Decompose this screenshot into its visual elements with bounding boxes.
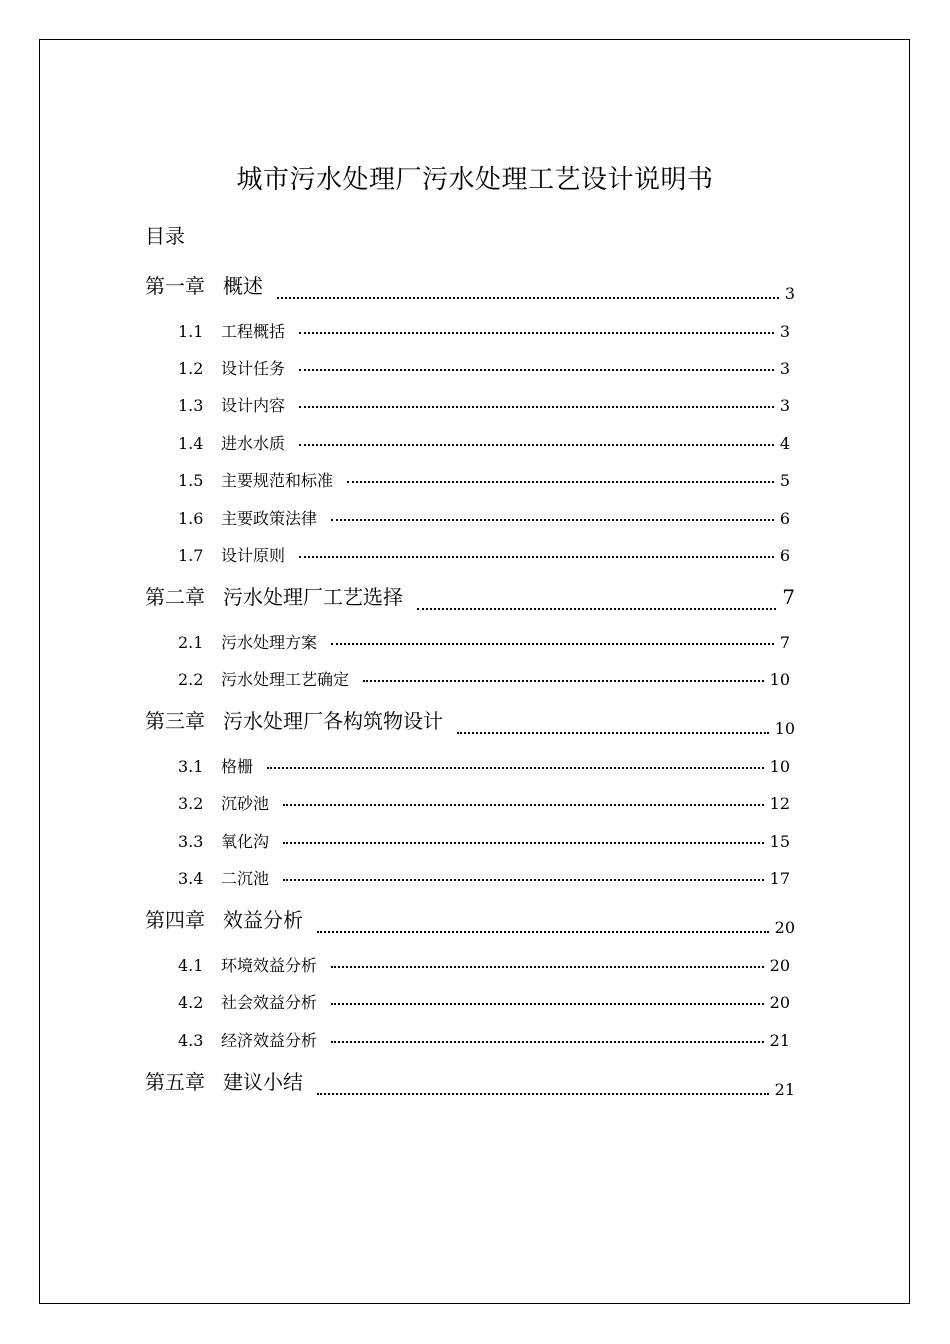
toc-page-number: 5 bbox=[779, 471, 790, 490]
toc-dot-leader bbox=[299, 406, 774, 408]
toc-section-1-2[interactable] bbox=[178, 356, 790, 382]
toc-section-title: 主要规范和标准 bbox=[221, 471, 334, 490]
toc-section-number: 1.1 bbox=[178, 322, 204, 341]
toc-page-number: 7 bbox=[782, 585, 795, 609]
toc-section-title: 沉砂池 bbox=[221, 794, 270, 813]
toc-dot-leader bbox=[299, 369, 774, 371]
toc-dot-leader bbox=[267, 767, 764, 769]
toc-chapter-5[interactable] bbox=[145, 1067, 795, 1099]
toc-page-number: 3 bbox=[779, 359, 790, 378]
toc-page-number: 7 bbox=[779, 633, 790, 652]
toc-dot-leader bbox=[347, 481, 774, 483]
toc-section-number: 3.3 bbox=[178, 832, 204, 851]
toc-section-title: 设计内容 bbox=[221, 396, 286, 415]
toc-section-number: 3.2 bbox=[178, 794, 204, 813]
toc-page-number: 3 bbox=[784, 284, 795, 303]
toc-page-number: 20 bbox=[769, 956, 790, 975]
toc-chapter-2[interactable] bbox=[145, 582, 795, 612]
toc-section-title: 格栅 bbox=[221, 757, 254, 776]
toc-section-1-3[interactable] bbox=[178, 393, 790, 419]
toc-dot-leader bbox=[317, 1093, 769, 1095]
toc-page-number: 12 bbox=[769, 794, 790, 813]
toc-section-3-1[interactable] bbox=[178, 754, 790, 780]
toc-section-4-3[interactable] bbox=[178, 1028, 790, 1054]
toc-dot-leader bbox=[283, 879, 764, 881]
toc-chapter-title: 概述 bbox=[223, 274, 263, 298]
toc-heading: 目录 bbox=[145, 224, 185, 248]
toc-section-number: 4.2 bbox=[178, 993, 204, 1012]
toc-chapter-number: 第三章 bbox=[145, 709, 205, 733]
toc-section-number: 2.1 bbox=[178, 633, 204, 652]
toc-dot-leader bbox=[299, 332, 774, 334]
toc-section-3-4[interactable] bbox=[178, 866, 790, 892]
toc-section-title: 工程概括 bbox=[221, 322, 286, 341]
toc-page-number: 15 bbox=[769, 832, 790, 851]
toc-chapter-number: 第二章 bbox=[145, 585, 205, 609]
toc-section-title: 环境效益分析 bbox=[221, 956, 318, 975]
toc-section-title: 设计原则 bbox=[221, 546, 286, 565]
toc-dot-leader bbox=[417, 608, 776, 610]
toc-chapter-3[interactable] bbox=[145, 706, 795, 738]
toc-chapter-title: 污水处理厂各构筑物设计 bbox=[223, 709, 443, 733]
toc-section-4-1[interactable] bbox=[178, 953, 790, 979]
toc-page-number: 3 bbox=[779, 396, 790, 415]
toc-dot-leader bbox=[457, 732, 769, 734]
toc-section-1-7[interactable] bbox=[178, 543, 790, 569]
toc-section-title: 社会效益分析 bbox=[221, 993, 318, 1012]
toc-section-number: 1.5 bbox=[178, 471, 204, 490]
toc-section-2-2[interactable] bbox=[178, 667, 790, 693]
toc-section-number: 4.3 bbox=[178, 1031, 204, 1050]
toc-chapter-title: 效益分析 bbox=[223, 908, 303, 932]
toc-section-2-1[interactable] bbox=[178, 630, 790, 656]
toc-dot-leader bbox=[331, 643, 774, 645]
toc-section-title: 二沉池 bbox=[221, 869, 270, 888]
toc-dot-leader bbox=[363, 680, 764, 682]
toc-section-1-5[interactable] bbox=[178, 468, 790, 494]
toc-page-number: 4 bbox=[779, 434, 790, 453]
toc-dot-leader bbox=[317, 931, 769, 933]
toc-page-number: 3 bbox=[779, 322, 790, 341]
toc-section-title: 污水处理工艺确定 bbox=[221, 670, 350, 689]
document-title: 城市污水处理厂污水处理工艺设计说明书 bbox=[236, 165, 714, 195]
toc-page-number: 20 bbox=[774, 918, 795, 937]
toc-section-4-2[interactable] bbox=[178, 990, 790, 1016]
toc-chapter-number: 第四章 bbox=[145, 908, 205, 932]
toc-dot-leader bbox=[283, 804, 764, 806]
toc-chapter-number: 第五章 bbox=[145, 1070, 205, 1094]
toc-section-number: 1.4 bbox=[178, 434, 204, 453]
toc-page-number: 20 bbox=[769, 993, 790, 1012]
toc-section-title: 主要政策法律 bbox=[221, 509, 318, 528]
toc-section-number: 1.2 bbox=[178, 359, 204, 378]
toc-dot-leader bbox=[277, 297, 779, 299]
toc-chapter-title: 污水处理厂工艺选择 bbox=[223, 585, 403, 609]
toc-dot-leader bbox=[331, 519, 774, 521]
toc-section-title: 污水处理方案 bbox=[221, 633, 318, 652]
toc-section-title: 设计任务 bbox=[221, 359, 286, 378]
toc-section-title: 进水水质 bbox=[221, 434, 286, 453]
toc-dot-leader bbox=[299, 556, 774, 558]
toc-page-number: 17 bbox=[769, 869, 790, 888]
toc-dot-leader bbox=[331, 1041, 764, 1043]
toc-section-3-3[interactable] bbox=[178, 829, 790, 855]
toc-page-number: 10 bbox=[769, 670, 790, 689]
toc-page-number: 21 bbox=[769, 1031, 790, 1050]
toc-section-number: 3.4 bbox=[178, 869, 204, 888]
toc-section-number: 2.2 bbox=[178, 670, 204, 689]
toc-section-number: 1.6 bbox=[178, 509, 204, 528]
toc-chapter-number: 第一章 bbox=[145, 274, 205, 298]
toc-dot-leader bbox=[331, 1003, 764, 1005]
toc-dot-leader bbox=[331, 966, 764, 968]
toc-section-title: 氧化沟 bbox=[221, 832, 270, 851]
toc-section-3-2[interactable] bbox=[178, 791, 790, 817]
toc-chapter-title: 建议小结 bbox=[223, 1070, 303, 1094]
toc-section-1-4[interactable] bbox=[178, 431, 790, 457]
toc-page-number: 6 bbox=[779, 546, 790, 565]
toc-section-1-6[interactable] bbox=[178, 506, 790, 532]
toc-chapter-4[interactable] bbox=[145, 905, 795, 937]
toc-page-number: 6 bbox=[779, 509, 790, 528]
toc-chapter-1[interactable] bbox=[145, 271, 795, 303]
toc-section-title: 经济效益分析 bbox=[221, 1031, 318, 1050]
toc-page-number: 21 bbox=[774, 1080, 795, 1099]
toc-section-number: 1.3 bbox=[178, 396, 204, 415]
toc-section-1-1[interactable] bbox=[178, 319, 790, 345]
toc-section-number: 4.1 bbox=[178, 956, 204, 975]
toc-section-number: 3.1 bbox=[178, 757, 204, 776]
toc-dot-leader bbox=[283, 842, 764, 844]
toc-page-number: 10 bbox=[769, 757, 790, 776]
toc-section-number: 1.7 bbox=[178, 546, 204, 565]
toc-page-number: 10 bbox=[774, 719, 795, 738]
toc-dot-leader bbox=[299, 444, 774, 446]
